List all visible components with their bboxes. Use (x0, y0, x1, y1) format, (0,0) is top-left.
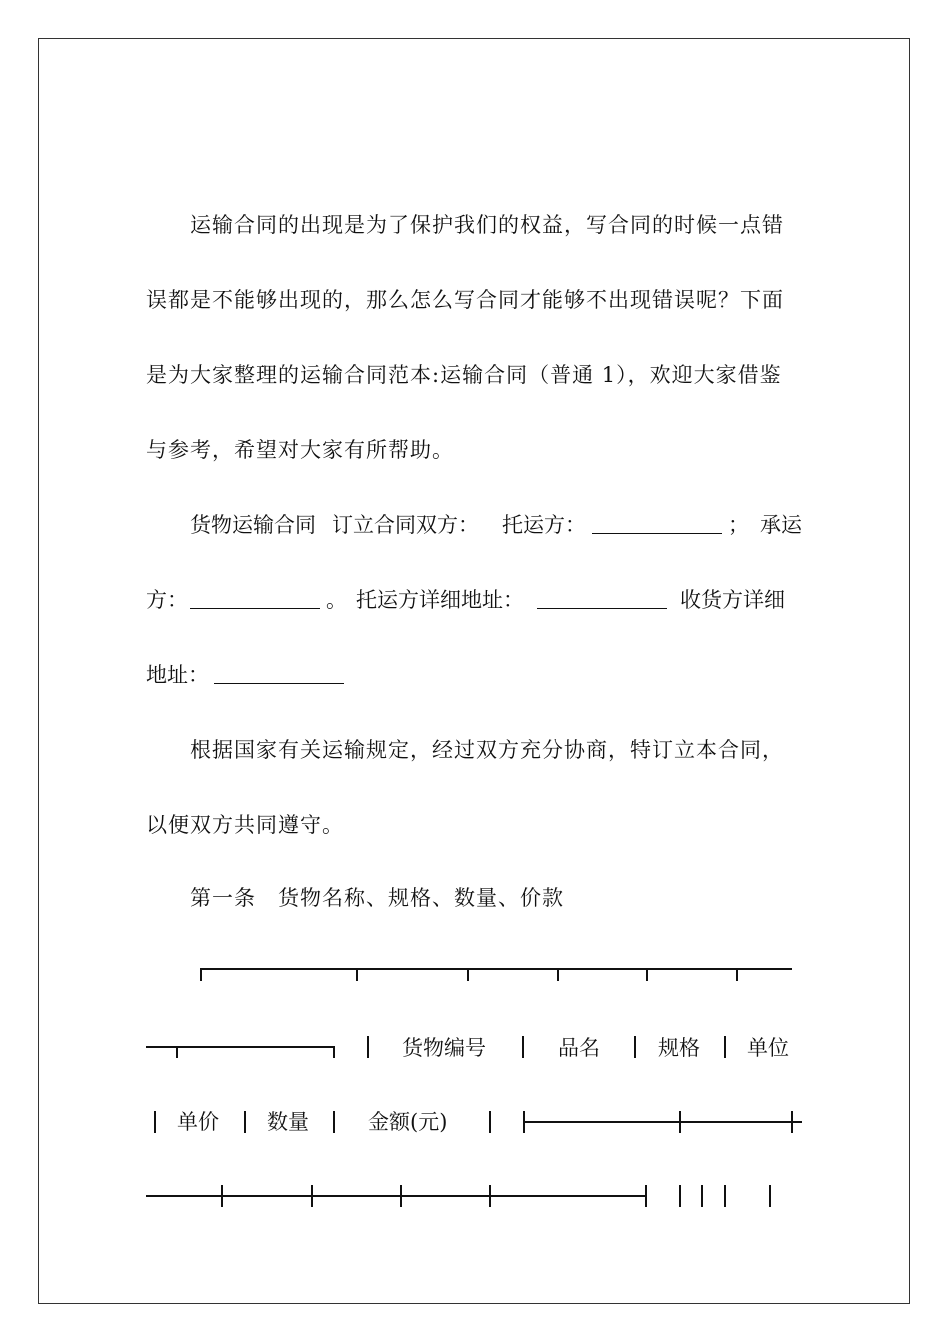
consignee-address-label-a: 收货方详细 (680, 588, 785, 612)
table-tick (646, 968, 648, 981)
table-row-rule (146, 1046, 334, 1048)
table-divider (679, 1185, 681, 1207)
table-tick (200, 968, 202, 981)
table-divider (701, 1185, 703, 1207)
table-divider (522, 1036, 524, 1058)
table-divider (367, 1036, 369, 1058)
shipper-label: 托运方： (502, 513, 586, 537)
intro-line-3: 是为大家整理的运输合同范本:运输合同（普通 1），欢迎大家借鉴 (146, 363, 782, 387)
intro-line-4: 与参考，希望对大家有所帮助。 (146, 438, 454, 462)
table-divider (244, 1111, 246, 1133)
table-tick (467, 968, 469, 981)
table-cross (489, 1185, 491, 1207)
shipper-address-label: 托运方详细地址： (356, 588, 524, 612)
agreement-line-1: 根据国家有关运输规定，经过双方充分协商，特订立本合同， (190, 738, 784, 762)
table-divider (769, 1185, 771, 1207)
article-1-title: 第一条 货物名称、规格、数量、价款 (190, 886, 564, 910)
table-header-unit: 单位 (747, 1036, 789, 1060)
table-cross (679, 1111, 681, 1133)
table-tick (736, 968, 738, 981)
table-divider (634, 1036, 636, 1058)
consignee-address-blank[interactable] (214, 660, 344, 690)
carrier-label-a: 承运 (760, 513, 802, 537)
table-cross (221, 1185, 223, 1207)
table-tick (356, 968, 358, 981)
table-header-amount: 金额(元) (368, 1110, 448, 1134)
agreement-line-2: 以便双方共同遵守。 (146, 813, 344, 837)
intro-line-2: 误都是不能够出现的，那么怎么写合同才能够不出现错误呢？下面 (146, 288, 784, 312)
parties-label: 订立合同双方： (332, 513, 479, 537)
table-header-spec: 规格 (658, 1036, 700, 1060)
table-tick (333, 1046, 335, 1058)
table-cross (645, 1185, 647, 1207)
consignee-address-label-b: 地址： (146, 663, 209, 687)
shipper-blank[interactable] (592, 510, 722, 540)
table-top-rule (200, 968, 792, 970)
table-header-name: 品名 (558, 1036, 600, 1060)
table-divider (154, 1111, 156, 1133)
table-header-quantity: 数量 (267, 1110, 309, 1134)
table-cross (400, 1185, 402, 1207)
contract-title: 货物运输合同 (190, 513, 316, 537)
table-cross (311, 1185, 313, 1207)
table-header-unit-price: 单价 (177, 1110, 219, 1134)
table-divider (724, 1185, 726, 1207)
table-header-code: 货物编号 (402, 1036, 486, 1060)
period: 。 (326, 588, 347, 612)
table-divider (333, 1111, 335, 1133)
intro-line-1: 运输合同的出现是为了保护我们的权益，写合同的时候一点错 (190, 213, 784, 237)
table-tick (176, 1046, 178, 1058)
table-cross (791, 1111, 793, 1133)
table-row-rule (523, 1121, 802, 1123)
table-tick (557, 968, 559, 981)
shipper-address-blank[interactable] (537, 585, 667, 615)
table-divider (489, 1111, 491, 1133)
semicolon: ； (728, 513, 749, 537)
carrier-blank[interactable] (190, 585, 320, 615)
table-divider (724, 1036, 726, 1058)
carrier-label-b: 方： (146, 588, 188, 612)
